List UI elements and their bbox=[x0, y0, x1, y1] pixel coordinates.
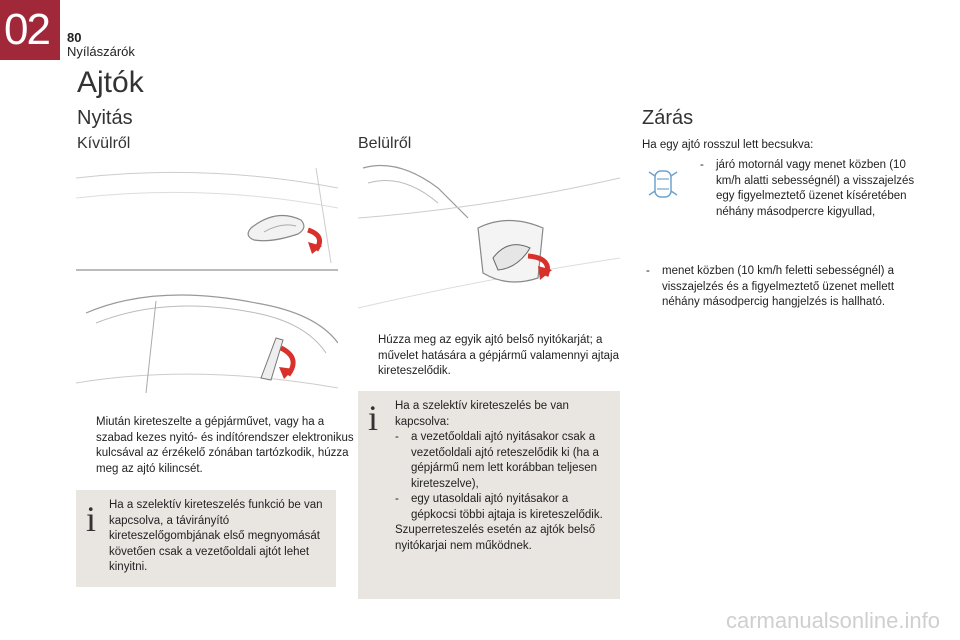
chapter-number: 02 bbox=[4, 5, 49, 54]
outside-note bbox=[76, 490, 336, 587]
inside-instruction-text: Húzza meg az egyik ajtó belső nyitókarját; a művelet hatására a gépjármű valamennyi ajtaja kireteszelődik. bbox=[378, 334, 619, 377]
inside-instruction bbox=[362, 333, 636, 380]
dash: - bbox=[700, 159, 704, 171]
door-open-warning-icon bbox=[648, 165, 678, 203]
inside-note-outro: Szuperreteszelés esetén az ajtók belső nyitókarjai nem működnek. bbox=[395, 524, 596, 552]
closing-item-1: - járó motornál vagy menet közben (10 km/h alatti sebességnél) a visszajelzés egy figyelmeztető üzenet kíséretében néhány másodpercre kigyullad, bbox=[700, 159, 915, 218]
outside-heading: Kívülről bbox=[77, 135, 131, 152]
door-handle-rear-illustration bbox=[76, 283, 338, 403]
watermark: carmanualsonline.info bbox=[725, 608, 940, 633]
dash: - bbox=[395, 431, 399, 443]
closing-item-2: - menet közben (10 km/h feletti sebességnél) a visszajelzés és a figyelmeztető üzenet mellett néhány másodpercig hangjelzés is hallható. bbox=[646, 265, 895, 308]
opening-heading: Nyitás bbox=[77, 107, 133, 129]
inside-heading: Belülről bbox=[358, 135, 412, 152]
page-number: 80 bbox=[67, 30, 82, 45]
section-name: Nyílászárók bbox=[67, 44, 135, 59]
list-item: - a vezetőoldali ajtó nyitásakor csak a vezetőoldali ajtó reteszelődik ki (ha a gépjármű nem lett korábban teljesen kireteszelve), bbox=[395, 431, 599, 490]
info-icon: i bbox=[368, 398, 379, 438]
outside-note-text: Ha a szelektív kireteszelés funkció be van kapcsolva, a távirányító kireteszelőgombjának első megnyomását követően csak a vezetőoldali ajtót lehet kinyitni. bbox=[109, 499, 323, 573]
page-title: Ajtók bbox=[77, 66, 144, 99]
closing-heading: Zárás bbox=[642, 107, 694, 129]
dash: - bbox=[395, 493, 399, 505]
door-handle-inside-illustration bbox=[358, 158, 620, 326]
inside-note bbox=[358, 391, 620, 599]
inside-note-body bbox=[395, 399, 611, 554]
closing-intro: Ha egy ajtó rosszul lett becsukva: bbox=[642, 139, 814, 151]
dash: - bbox=[646, 265, 650, 277]
inside-note-intro: Ha a szelektív kireteszelés be van kapcsolva: bbox=[395, 400, 569, 428]
outside-instruction-text: Miután kireteszelte a gépjárművet, vagy ha a szabad kezes nyitó- és indítórendszer elektronikus kulcsával az érzékelő zónában tartózkodik, húzza meg az ajtó kilincsét. bbox=[96, 416, 354, 475]
info-icon: i bbox=[86, 499, 97, 539]
outside-instruction bbox=[80, 415, 354, 477]
door-handle-outside-illustration bbox=[76, 158, 338, 278]
list-item: - egy utasoldali ajtó nyitásakor a gépkocsi többi ajtaja is kireteszelődik. bbox=[395, 493, 603, 521]
